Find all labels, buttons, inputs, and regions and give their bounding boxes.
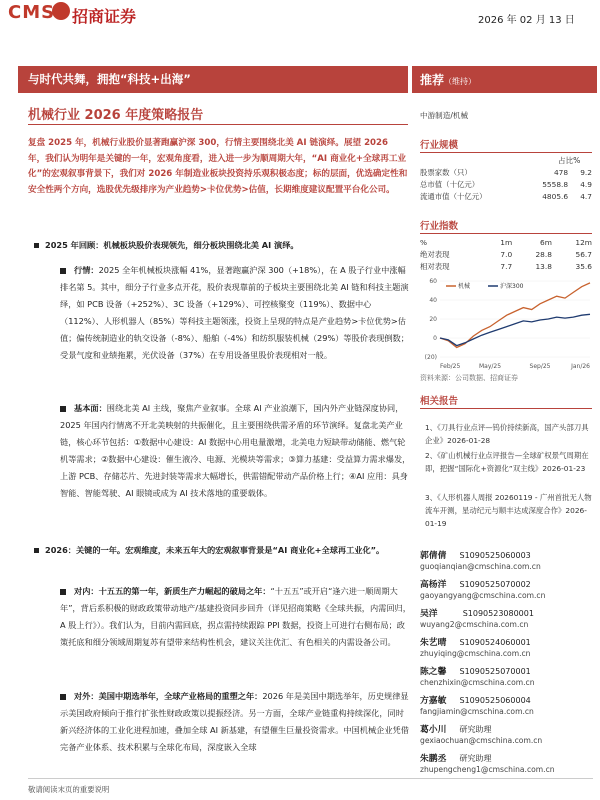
para-text: “十五五”或开启“逢六进一顺周期大年”，背后系积极的财政政策带动地产/基建投资同步回升（详见招商策略《全球共振，内需回归，A 股上行》）。我们认为，目前内需回底，拐点需持续跟踪 PPI 数据，投资上可进行右侧布局；政策托底和细分领域周期复苏有望带来结构性机会，建议关注优汇、有色相关的内需设备公司。 — [60, 586, 411, 647]
y-tick-label: (20) — [424, 354, 437, 361]
analyst-id: S1090525060004 — [459, 696, 531, 705]
scale-heading: 行业规模 — [420, 140, 459, 151]
analyst-entry — [420, 543, 595, 572]
para-text: 2025 全年机械板块涨幅 41%，显著跑赢沪深 300（+18%），在 A 股子行业中涨幅排名第 5。其中，细分子行业多点开花，股价表现靠前的子板块主要围绕北美 AI 链和科技主题演绎，如 PCB 设备（+252%）、3C 设备（+129%）、可控核聚变（119%）、数据中心（112%）、人形机器人（85%）等科技主题领涨，投资上呈现的特点是产业趋势>卡位优势>估值；偏传统制造业的轨交设备（-8%）、船舶（-4%）和纺织服装机械（29%）等股价表现倒数；受景气度和业绩拖累，光伏设备（37%）在专用设备里股价表现相对一般。 — [60, 265, 409, 360]
x-tick-label: Jan/26 — [571, 363, 590, 370]
para-lead: 对外：美国中期选举年，全球产业格局的重塑之年： — [74, 691, 263, 701]
para-lead: 行情： — [74, 265, 99, 275]
cell: 28.8 — [535, 249, 552, 259]
cell: 相对表现 — [420, 261, 450, 271]
rating-label: 推荐 — [420, 73, 445, 87]
index-table — [418, 236, 594, 272]
table-row — [418, 260, 594, 272]
rating-text — [420, 71, 476, 88]
analyst-name: 葛小川 — [420, 725, 447, 735]
y-tick-label: 40 — [429, 297, 437, 304]
footer-divider — [28, 778, 593, 779]
cell: 12m — [575, 237, 592, 247]
related-heading: 相关报告 — [420, 396, 459, 407]
related-item[interactable]: 2、《矿山机械行业点评报告—全球矿权景气周期在即，把握“国际化+资源化”双主线》2026-01-23 — [425, 451, 589, 473]
analyst-name: 朱鹏丞 — [420, 754, 447, 764]
cell: 35.6 — [575, 261, 592, 271]
title-divider — [28, 124, 408, 125]
cell: 4.9 — [580, 179, 592, 189]
analyst-email[interactable]: zhuyiqing@cmschina.com.cn — [420, 649, 531, 658]
y-tick-label: 20 — [429, 316, 437, 323]
section-2-heading-text: 2026：关键的一年。宏观维度，未来五年大的宏观叙事背景是“AI 商业化+全球再工业化”。 — [45, 545, 385, 555]
y-tick-label: 0 — [433, 335, 437, 342]
related-item[interactable]: 3、《人形机器人周报 20260119 - 广州首批无人物流车开测，星动纪元与顺丰达成深度合作》2026-01-19 — [425, 493, 592, 528]
table-row — [418, 236, 594, 248]
analyst-email[interactable]: zhupengcheng1@cmschina.com.cn — [420, 765, 555, 774]
analyst-list — [420, 543, 595, 775]
analyst-email[interactable]: wuyang2@cmschina.com.cn — [420, 620, 529, 629]
bullet-square-icon — [34, 243, 39, 248]
para-lead: 对内：十五五的第一年，新质生产力崛起的破局之年： — [74, 586, 271, 596]
x-tick-label: May/25 — [478, 363, 502, 370]
bullet-square-icon — [60, 694, 66, 700]
index-heading: 行业指数 — [420, 221, 459, 232]
scale-divider — [420, 152, 592, 153]
analyst-email[interactable]: guoqianqian@cmschina.com.cn — [420, 562, 541, 571]
cell: 股票家数（只） — [420, 167, 472, 177]
analyst-id: S1090525070002 — [459, 580, 531, 589]
analyst-name: 高杨洋 — [420, 580, 447, 590]
analyst-entry — [420, 659, 595, 688]
theme-banner-text: 与时代共舞，拥抱“科技+出海” — [28, 72, 191, 86]
analyst-entry — [420, 572, 595, 601]
cell: 56.7 — [575, 249, 592, 259]
section-1-heading — [34, 237, 414, 253]
index-line-chart — [418, 275, 594, 371]
analyst-email[interactable]: gaoyangyang@cmschina.com.cn — [420, 591, 546, 600]
footer-note: 敬请阅读末页的重要说明 — [28, 785, 110, 794]
report-title: 机械行业 2026 年度策略报告 — [28, 108, 204, 123]
section-1-para-1 — [60, 262, 412, 364]
cell: 13.8 — [535, 261, 552, 271]
cell: 4805.6 — [542, 191, 569, 201]
table-row — [418, 248, 594, 260]
related-divider — [420, 408, 592, 409]
analyst-name: 陈之馨 — [420, 667, 447, 677]
index-divider — [420, 233, 592, 234]
logo-cn: 招商证券 — [72, 7, 137, 26]
analyst-email[interactable]: chenzhixin@cmschina.com.cn — [420, 678, 535, 687]
x-tick-label: Sep/25 — [529, 363, 551, 370]
para-text: 2026 年是美国中期选举年，历史规律显示美国政府倾向于推行扩张性财政政策以提振经济。另一方面，全球产业链重构持续深化，同时新兴经济体的工业化进程加速，叠加全球 AI 新基建，有望催生巨量投资需求。中国机械企业凭借完备产业体系、技术积累与全球化布局，深度嵌入全球 — [60, 691, 409, 752]
table-row — [418, 178, 594, 190]
table-row — [418, 166, 594, 178]
analyst-id: 研究助理 — [459, 725, 492, 734]
cell: 4.7 — [580, 191, 592, 201]
analyst-id: 研究助理 — [459, 754, 492, 763]
cell: 9.2 — [580, 167, 592, 177]
x-tick-label: Feb/25 — [440, 363, 461, 370]
bullet-square-icon — [60, 406, 66, 412]
cell: 总市值（十亿元） — [420, 179, 480, 189]
analyst-name: 方嘉敏 — [420, 696, 447, 706]
analyst-entry — [420, 746, 595, 775]
para-lead: 基本面： — [74, 403, 107, 413]
cell: 5558.8 — [542, 179, 569, 189]
bullet-square-icon — [60, 589, 66, 595]
cell: 1m — [500, 237, 513, 247]
scale-table — [418, 166, 594, 202]
cell: 6m — [540, 237, 552, 247]
cell: 7.7 — [500, 261, 513, 271]
analyst-entry — [420, 630, 595, 659]
summary-paragraph: 复盘 2025 年，机械行业股价显著跑赢沪深 300，行情主要围绕北美 AI 链演绎。展望 2026 年，我们认为明年是关键的一年，宏观角度看，进入进一步为顺周期大年，“AI 商业化+全球再工业化”的宏观叙事背景下，我们对 2026 年制造业板块投资持乐观积极态度；标的层面，优选确定性和安全性两个方向，选股优先级排序为产业趋势>卡位优势>估值，长期维度建议配置平台化公司。 — [28, 138, 408, 195]
analyst-id: S1090523080001 — [462, 609, 534, 618]
logo-text: CMS — [8, 2, 56, 23]
analyst-name: 郭倩倩 — [420, 551, 447, 561]
section-1-heading-text: 2025 年回顾：机械板块股价表现领先，细分板块围绕北美 AI 演绎。 — [45, 240, 299, 250]
y-tick-label: 60 — [429, 278, 437, 285]
legend-label: 沪深300 — [500, 283, 524, 290]
section-1-para-2 — [60, 400, 412, 502]
cell: 绝对表现 — [420, 249, 450, 259]
section-2-para-1 — [60, 583, 412, 651]
section-2-heading — [34, 542, 414, 558]
bullet-square-icon — [60, 268, 66, 274]
chart-source: 资料来源：公司数据、招商证券 — [420, 374, 518, 382]
rating-note: （维持） — [444, 77, 477, 86]
analyst-id: S1090525070001 — [459, 667, 531, 676]
analyst-entry — [420, 688, 595, 717]
analyst-name: 吴洋 — [420, 609, 438, 619]
cell: 478 — [553, 167, 569, 177]
analyst-entry — [420, 717, 595, 746]
cell: 流通市值（十亿元） — [420, 191, 487, 201]
bullet-square-icon — [34, 548, 39, 553]
report-date: 2026 年 02 月 13 日 — [478, 15, 575, 26]
analyst-id: S1090524060001 — [459, 638, 531, 647]
legend-label: 机械 — [458, 283, 471, 290]
analyst-email[interactable]: fangjiamin@cmschina.com.cn — [420, 707, 534, 716]
analyst-id: S1090525060003 — [459, 551, 531, 560]
para-text: 围绕北美 AI 主线，聚焦产业叙事。全球 AI 产业浪潮下，国内外产业链深度协同，2025 年国内行情离不开北美映射的共振催化，且主要围绕供需矛盾的环节演绎。复盘北美产业链，核心环节包括：①数据中心建设：AI 数据中心用电量激增，北美电力短缺带动储能、燃气轮机等需求；②数据中心建设：催生液冷、电源、光模块等需求；③算力基建：受益算力需求爆发，上游 PCB、存储芯片、先进封装等需求大幅增长，供需错配带动产品价格上行；④AI 应用：具身智能、智能驾驶、AI 眼镜或成为 AI 技术落地的重要载体。 — [60, 403, 411, 498]
section-2-para-2 — [60, 688, 412, 780]
cell: 7.0 — [500, 249, 513, 259]
table-row — [418, 190, 594, 202]
related-item[interactable]: 1、《刀具行业点评—钨价持续新高，国产头部刀具企业》2026-01-28 — [425, 423, 589, 445]
analyst-email[interactable]: gexiaochuan@cmschina.com.cn — [420, 736, 543, 745]
industry-category: 中游制造/机械 — [420, 111, 469, 120]
analyst-name: 朱艺晴 — [420, 638, 447, 648]
analyst-entry — [420, 601, 595, 630]
scale-col-header: 占比% — [558, 156, 581, 165]
cell: % — [420, 237, 428, 247]
